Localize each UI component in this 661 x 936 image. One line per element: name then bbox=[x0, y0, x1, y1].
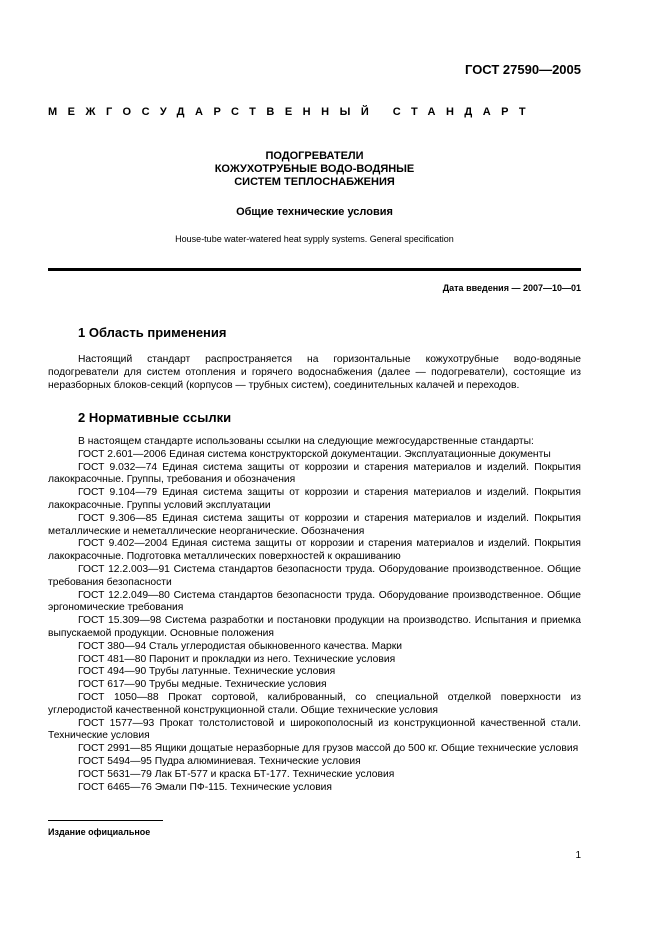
section-2-intro: В настоящем стандарте использованы ссылки на следующие межгосударственные стандарты: bbox=[78, 436, 534, 447]
section-1-paragraph: Настоящий стандарт распространяется на горизонтальные кожухотрубные водо-водяные подогреватели для систем отопления и горячего водоснабжения (далее — подогреватели), состоящие из неразборных блоков-секций (корпусов — трубных систем), соединительных калачей и переходов. bbox=[48, 354, 581, 391]
reference-item: ГОСТ 12.2.049—80 Система стандартов безопасности труда. Оборудование производственное. Общие эргономические требования bbox=[48, 589, 581, 614]
english-title: House-tube water-watered heat sypply systems. General specification bbox=[175, 234, 454, 244]
reference-item: ГОСТ 5494—95 Пудра алюминиевая. Технические условия bbox=[78, 755, 361, 767]
title-line: ПОДОГРЕВАТЕЛИ bbox=[265, 150, 364, 162]
reference-item: ГОСТ 9.104—79 Единая система защиты от коррозии и старения материалов и изделий. Покрытия лакокрасочные. Группы условий эксплуатации bbox=[48, 487, 581, 511]
interstate-standard-banner: МЕЖГОСУДАРСТВЕННЫЙ СТАНДАРТ bbox=[48, 106, 537, 118]
header-divider bbox=[48, 268, 581, 271]
title-line: КОЖУХОТРУБНЫЕ ВОДО-ВОДЯНЫЕ bbox=[214, 163, 415, 175]
introduction-date: Дата введения — 2007—10—01 bbox=[442, 283, 581, 293]
reference-item: ГОСТ 481—80 Паронит и прокладки из него. Технические условия bbox=[78, 653, 396, 665]
section-1-heading: 1 Область применения bbox=[78, 325, 227, 340]
reference-item: ГОСТ 2991—85 Ящики дощатые неразборные для грузов массой до 500 кг. Общие технические условия bbox=[78, 743, 579, 755]
document-title bbox=[48, 150, 581, 189]
edition-label: Издание официальное bbox=[48, 827, 151, 837]
reference-item: ГОСТ 12.2.003—91 Система стандартов безопасности труда. Оборудование производственное. Общие требования безопасности bbox=[48, 563, 581, 588]
normative-references-list bbox=[48, 436, 581, 794]
reference-item: ГОСТ 1577—93 Прокат толстолистовой и широкополосный из конструкционной качественной стали. Технические условия bbox=[48, 717, 581, 742]
footer-divider bbox=[48, 820, 163, 821]
reference-item: ГОСТ 617—90 Трубы медные. Технические условия bbox=[78, 679, 327, 691]
standard-number: ГОСТ 27590—2005 bbox=[465, 62, 581, 77]
page-number: 1 bbox=[575, 850, 581, 861]
reference-item: ГОСТ 1050—88 Прокат сортовой, калиброванный, со специальной отделкой поверхности из углеродистой качественной конструкционной стали. Общие технические условия bbox=[48, 691, 581, 716]
reference-item: ГОСТ 494—90 Трубы латунные. Технические условия bbox=[78, 666, 336, 678]
reference-item: ГОСТ 6465—76 Эмали ПФ-115. Технические условия bbox=[78, 781, 332, 793]
reference-item: ГОСТ 9.032—74 Единая система защиты от коррозии и старения материалов и изделий. Покрытия лакокрасочные. Группы, требования и обозначения bbox=[48, 461, 581, 486]
reference-item: ГОСТ 9.306—85 Единая система защиты от коррозии и старения материалов и изделий. Покрытия металлические и неметаллические неорганические. Обозначения bbox=[48, 512, 581, 537]
document-subtitle: Общие технические условия bbox=[236, 206, 393, 218]
reference-item: ГОСТ 9.402—2004 Единая система защиты от коррозии и старения материалов и изделий. Покрытия лакокрасочные. Подготовка металлических поверхностей к окрашиванию bbox=[48, 538, 581, 563]
section-2-heading: 2 Нормативные ссылки bbox=[78, 410, 232, 425]
section-1-body bbox=[48, 354, 581, 392]
reference-item: ГОСТ 5631—79 Лак БТ-577 и краска БТ-177. Технические условия bbox=[78, 768, 395, 780]
reference-item: ГОСТ 2.601—2006 Единая система конструкторской документации. Эксплуатационные документы bbox=[78, 448, 551, 460]
reference-item: ГОСТ 380—94 Сталь углеродистая обыкновенного качества. Марки bbox=[78, 640, 402, 652]
title-line: СИСТЕМ ТЕПЛОСНАБЖЕНИЯ bbox=[234, 176, 395, 188]
reference-item: ГОСТ 15.309—98 Система разработки и постановки продукции на производство. Испытания и приемка выпускаемой продукции. Основные положения bbox=[48, 615, 581, 639]
